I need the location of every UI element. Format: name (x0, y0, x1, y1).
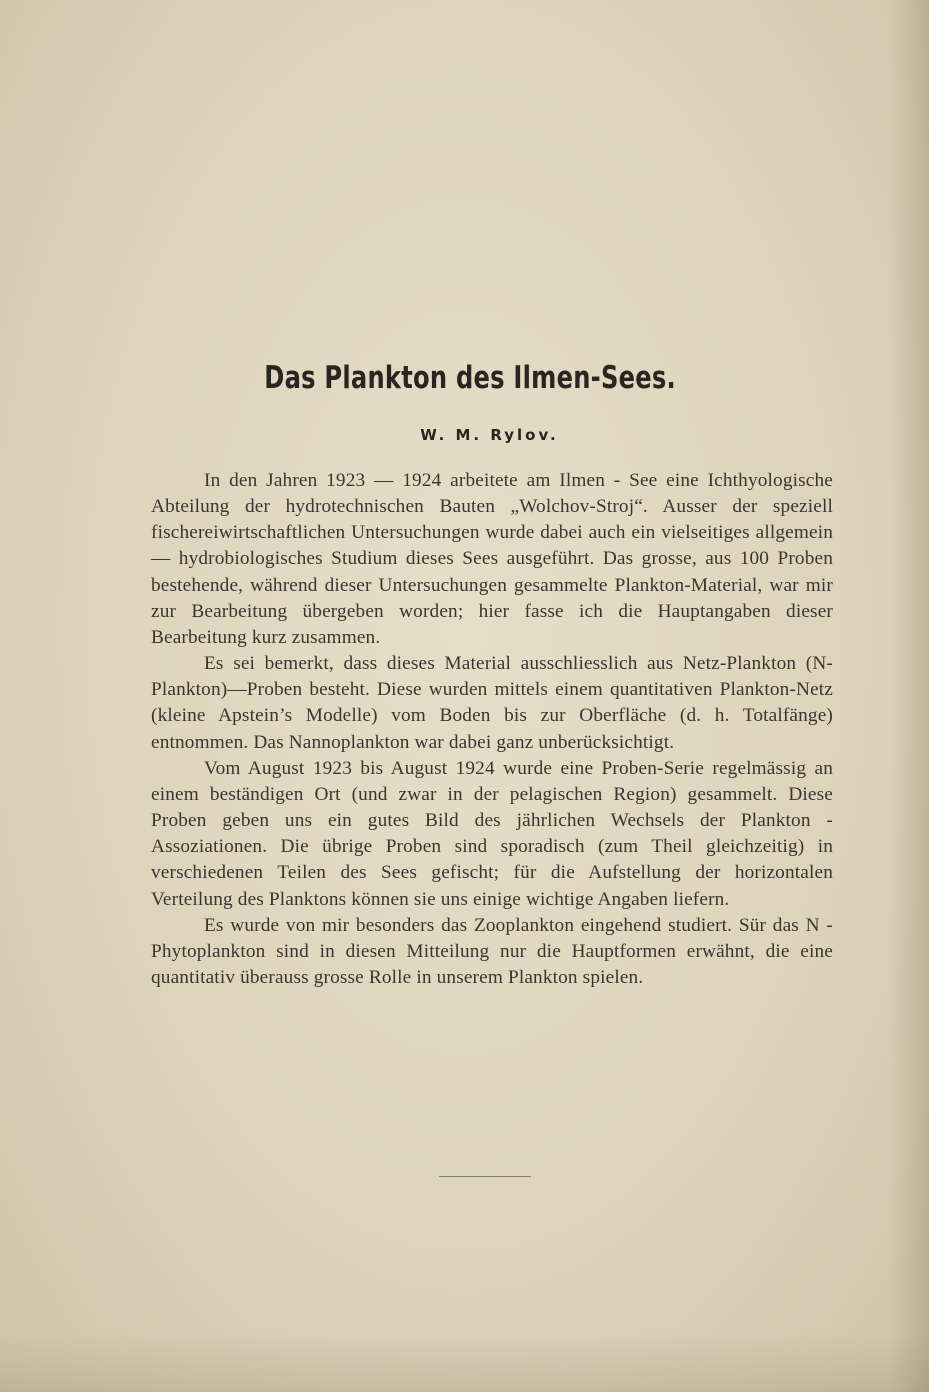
article-title: Das Plankton des Ilmen-Sees. (264, 360, 676, 396)
article-body (151, 468, 833, 991)
page-edge-shadow (889, 0, 929, 1392)
paragraph: In den Jahren 1923 — 1924 arbeitete am Ilmen - See eine Ichthyologische Abteilung der hydrotechnischen Bauten „Wolchov-Stroj“. Ausser der speziell fischereiwirtschaftlichen Untersuchungen wurde dabei auch ein vielseitiges allgemein — hydrobiologisches Studium dieses Sees ausgeführt. Das grosse, aus 100 Proben bestehende, während dieser Untersuchungen gesammelte Plankton-Material, war mir zur Bearbeitung übergeben worden; hier fasse ich die Hauptangaben dieser Bearbeitung kurz zusammen. (151, 470, 833, 648)
article-author: W. M. Rylov. (420, 426, 559, 444)
section-divider (439, 1176, 531, 1177)
page-bottom-shadow (0, 1332, 929, 1392)
paragraph: Vom August 1923 bis August 1924 wurde eine Proben-Serie regelmässig an einem beständigen Ort (und zwar in der pelagischen Region) gesammelt. Diese Proben geben uns ein gutes Bild des jährlichen Wechsels der Plankton - Assoziationen. Die übrige Proben sind sporadisch (zum Theil gleichzeitig) in verschiedenen Teilen des Sees gefischt; für die Aufstellung der horizontalen Verteilung des Planktons können sie uns einige wichtige Angaben liefern. (151, 757, 833, 910)
paragraph: Es wurde von mir besonders das Zooplankton eingehend studiert. Sür das N - Phytoplankton sind in diesen Mitteilung nur die Hauptformen erwähnt, die eine quantitativ überauss grosse Rolle in unserem Plankton spielen. (151, 914, 833, 988)
paragraph: Es sei bemerkt, dass dieses Material ausschliesslich aus Netz-Plankton (N-Plankton)—Proben besteht. Diese wurden mittels einem quantitativen Plankton-Netz (kleine Apstein’s Modelle) vom Boden bis zur Oberfläche (d. h. Totalfänge) entnommen. Das Nannoplankton war dabei ganz unberücksichtigt. (151, 653, 833, 753)
